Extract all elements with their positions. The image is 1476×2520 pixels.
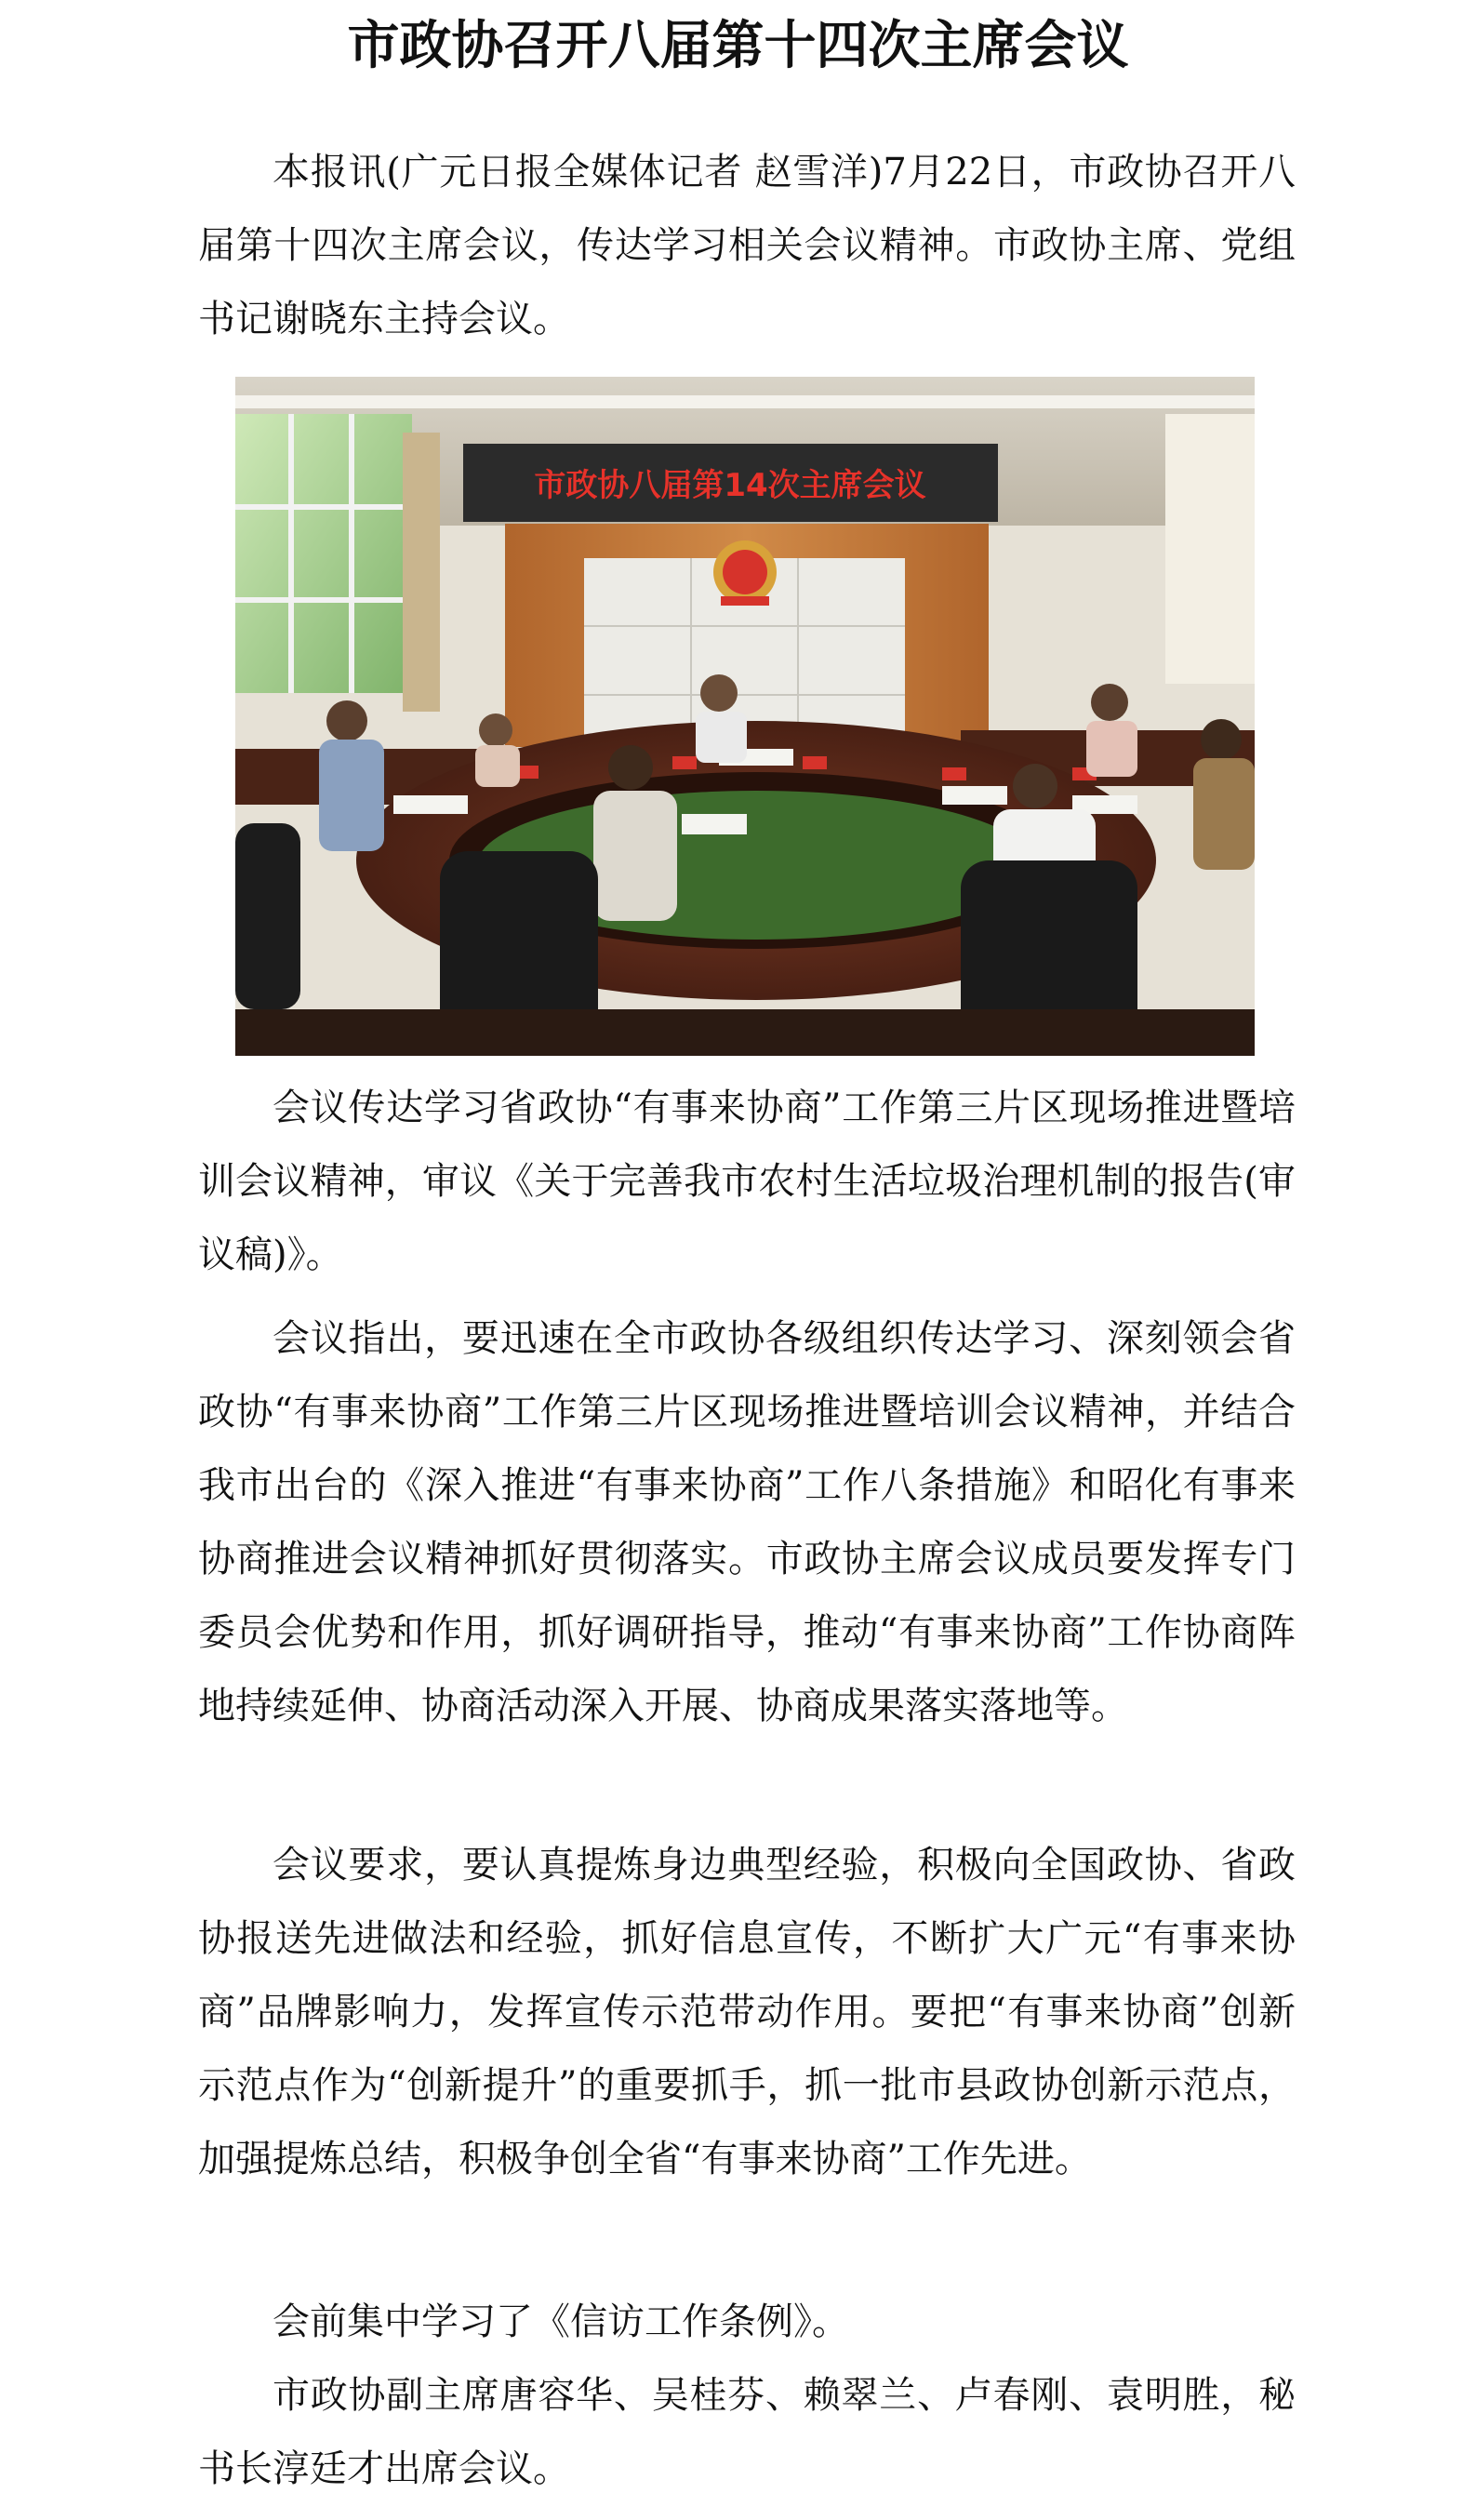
- article-paragraph-5: 会前集中学习了《信访工作条例》。: [273, 2300, 849, 2343]
- article-paragraph-3: 会议指出，要迅速在全市政协各级组织传达学习、深刻领会省政协“有事来协商”工作第三片区现场推进暨培训会议精神，并结合我市出台的《深入推进“有事来协商”工作八条措施》和昭化有事来协商推进会议精神抓好贯彻落实。市政协主席会议成员要发挥专门委员会优势和作用，抓好调研指导，推动“有事来协商”工作协商阵地持续延伸、协商活动深入开展、协商成果落实落地等。: [198, 1317, 1296, 1727]
- article-paragraph-4: 会议要求，要认真提炼身边典型经验，积极向全国政协、省政协报送先进做法和经验，抓好信息宣传，不断扩大广元“有事来协商”品牌影响力，发挥宣传示范带动作用。要把“有事来协商”创新示范点作为“创新提升”的重要抓手，抓一批市县政协创新示范点，加强提炼总结，积极争创全省“有事来协商”工作先进。: [198, 1844, 1296, 2180]
- meeting-photo: [235, 377, 1255, 1056]
- article-paragraph-6: 市政协副主席唐容华、吴桂芬、赖翠兰、卢春刚、袁明胜，秘书长淳廷才出席会议。: [198, 2374, 1296, 2490]
- banner-text: 市政协八届第14次主席会议: [534, 467, 926, 504]
- article-title: 市政协召开八届第十四次主席会议: [347, 15, 1129, 76]
- article-paragraph-1: 本报讯(广元日报全媒体记者 赵雪洋)7月22日，市政协召开八届第十四次主席会议，传达学习相关会议精神。市政协主席、党组书记谢晓东主持会议。: [198, 151, 1296, 340]
- article-paragraph-2: 会议传达学习省政协“有事来协商”工作第三片区现场推进暨培训会议精神，审议《关于完善我市农村生活垃圾治理机制的报告(审议稿)》。: [198, 1087, 1296, 1276]
